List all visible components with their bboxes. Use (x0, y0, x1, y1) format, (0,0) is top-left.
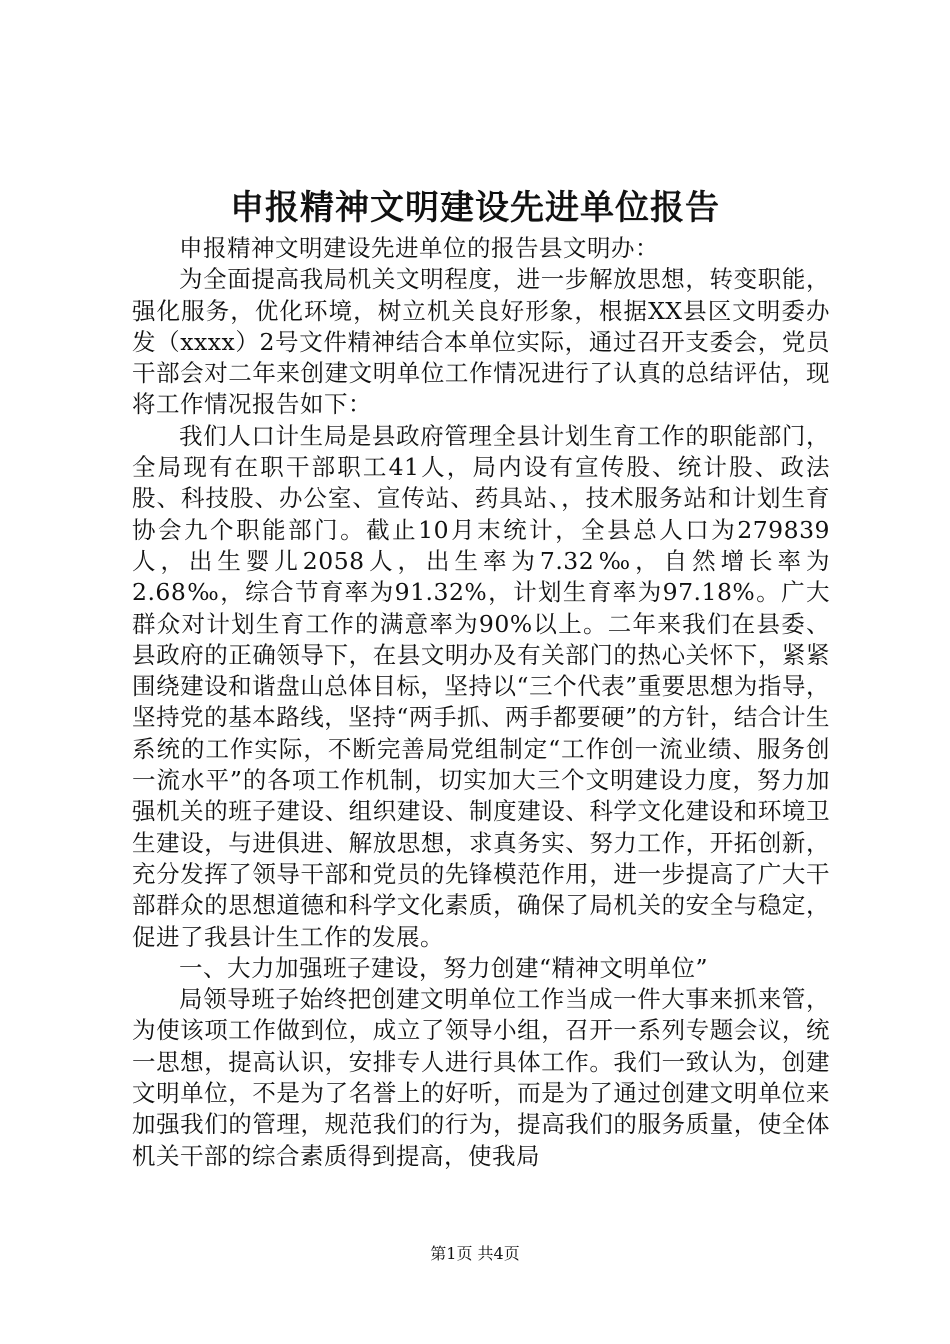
section-heading-1: 一、大力加强班子建设，努力创建“精神文明单位” (179, 953, 709, 982)
page-title: 申报精神文明建设先进单位报告 (230, 188, 720, 228)
paragraph-intro: 为全面提高我局机关文明程度，进一步解放思想，转变职能，强化服务，优化环境，树立机关良好形象，根据XX县区文明委办发（xxxx）2号文件精神结合本单位实际，通过召开支委会，党员干部会对二年来创建文明单位工作情况进行了认真的总结评估，现将工作情况报告如下： (132, 265, 830, 419)
paragraph-overview: 我们人口计生局是县政府管理全县计划生育工作的职能部门，全局现有在职干部职工41人，局内设有宣传股、统计股、政法股、科技股、办公室、宣传站、药具站、，技术服务站和计划生育协会九个职能部门。截止10月末统计，全县总人口为279839人，出生婴儿2058人，出生率为7.32‰，自然增长率为2.68‰，综合节育率为91.32%，计划生育率为97.18%。广大群众对计划生育工作的满意率为90%以上。二年来我们在县委、县政府的正确领导下，在县文明办及有关部门的热心关怀下，紧紧围绕建设和谐盘山总体目标，坚持以“三个代表”重要思想为指导，坚持党的基本路线，坚持“两手抓、两手都要硬”的方针，结合计生系统的工作实际，不断完善局党组制定“工作创一流业绩、服务创一流水平”的各项工作机制，切实加大三个文明建设力度，努力加强机关的班子建设、组织建设、制度建设、科学文化建设和环境卫生建设，与进俱进、解放思想，求真务实、努力工作，开拓创新，充分发挥了领导干部和党员的先锋模范作用，进一步提高了广大干部群众的思想道德和科学文化素质，确保了局机关的安全与稳定，促进了我县计生工作的发展。 (132, 421, 830, 951)
document-body (132, 233, 830, 1172)
page-footer: 第1页 共4页 (430, 1244, 520, 1263)
paragraph-salutation: 申报精神文明建设先进单位的报告县文明办： (179, 234, 659, 262)
paragraph-section-1: 局领导班子始终把创建文明单位工作当成一件大事来抓来管，为使该项工作做到位，成立了领导小组，召开一系列专题会议，统一思想，提高认识，安排专人进行具体工作。我们一致认为，创建文明单位，不是为了名誉上的好听，而是为了通过创建文明单位来加强我们的管理，规范我们的行为，提高我们的服务质量，使全体机关干部的综合素质得到提高，使我局 (132, 985, 830, 1170)
